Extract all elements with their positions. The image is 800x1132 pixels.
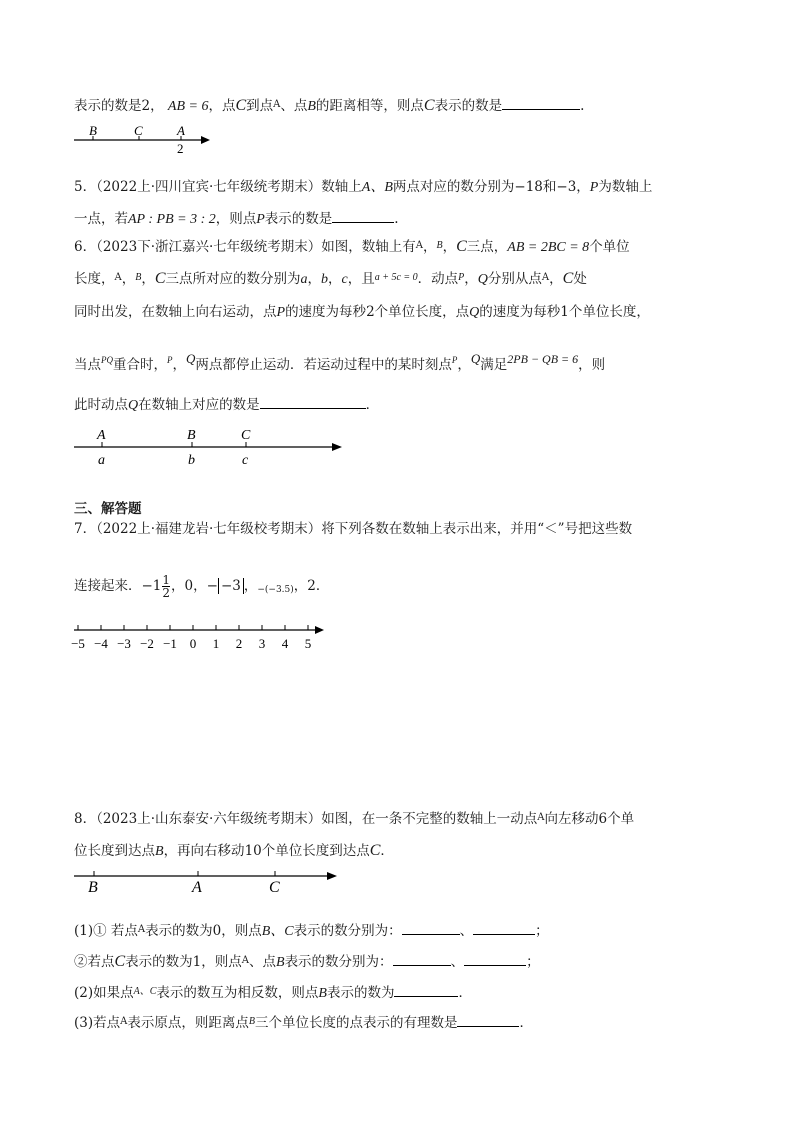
q4-axis-label-a: A [177, 123, 185, 138]
q6-var-b: b [321, 272, 329, 287]
q6-b2: B [135, 272, 142, 283]
q8-text3: 位长度到达点 [74, 843, 155, 859]
q6-text5: ，且 [347, 271, 375, 287]
q8-p1-text: (1)① 若点 [74, 923, 138, 939]
q6-eq3: 2PB − QB = 6 [507, 352, 579, 366]
q8-ten: 10 [244, 843, 262, 859]
q8-p1-text3: 表示的数分别为： [293, 923, 402, 939]
q7-tick-label: −4 [94, 636, 108, 651]
q8-part2 [74, 984, 472, 1004]
q7-tick-label: 5 [304, 636, 312, 651]
q5-line1 [74, 178, 652, 197]
q5-line2 [74, 210, 399, 229]
q8-p1-semi: ； [535, 923, 549, 939]
q8-p1-text2: 表示的数为0，则点 [145, 923, 262, 939]
q5-num1: −18 [514, 179, 543, 195]
q6-p3: P [167, 355, 173, 365]
q4-end: . [580, 98, 585, 114]
q4-axis-label-c: C [134, 123, 143, 138]
q5-comma: ， [576, 179, 590, 195]
q6-line5 [74, 396, 379, 415]
q6-line2 [74, 270, 587, 290]
q7-tick-label: −3 [117, 636, 131, 651]
q8-p3-text2: 表示的数互为相反数，则点 [156, 985, 319, 1001]
q7-line1: 7．（2022上·福建龙岩·七年级校考期末）将下列各数在数轴上表示出来，并用“＜”号把这些数 [74, 521, 633, 537]
q4-point-a: A [273, 99, 281, 110]
q6-q: Q [477, 272, 488, 287]
q5-points-ab: A、B [361, 180, 393, 195]
q7-neg2: − [206, 578, 218, 594]
q6-text15: 重合时， [113, 357, 167, 373]
q6-text7: 分别从点 [487, 271, 542, 287]
q6-sep3: ， [121, 271, 136, 287]
q6-label-b: B [187, 428, 196, 443]
q8-p2-semi: ； [526, 954, 540, 970]
q6-q5: Q [128, 398, 139, 413]
q8-text2: 个单 [607, 811, 635, 827]
q4-point-c: C [235, 97, 247, 114]
q6-q2: Q [469, 305, 480, 320]
q7-paren: −(−3.5) [257, 585, 294, 595]
q4-eq: AB = 6 [167, 99, 209, 114]
q4-axis-label-b: B [89, 123, 97, 138]
q8-axis-arrow-icon [327, 872, 337, 880]
q7-tick-label: 0 [189, 636, 197, 651]
q5-header: 5．（2022上·四川宜宾·七年级统考期末）数轴上 [74, 179, 362, 195]
q8-p2-c: C [114, 953, 126, 970]
q6-var-a: a [300, 272, 308, 287]
q8-p2-a: A [241, 955, 249, 966]
q6-value-b: b [188, 453, 195, 468]
q7-zero: 0 [184, 578, 194, 594]
q6-sep6: ， [328, 271, 342, 287]
q4-axis-arrow-icon [201, 136, 210, 144]
q6-sep4: ， [141, 271, 155, 287]
q6-pq: PQ [101, 355, 113, 365]
q4-text4: 、点 [280, 98, 308, 114]
q7-sep: ， [171, 578, 185, 594]
q6-q4: Q [470, 351, 481, 366]
q8-part1-1 [74, 922, 549, 942]
q8-label-c: C [269, 879, 280, 896]
q8-p3-text3: 表示的数为 [326, 985, 395, 1001]
q4-text5: 的距离相等，则点 [315, 98, 424, 114]
q8-part1-2 [74, 953, 540, 973]
q6-q3: Q [186, 351, 196, 366]
q7-tick-label: 4 [281, 636, 289, 651]
q8-p4-text: (3)若点 [74, 1015, 121, 1031]
q4-number-line [0, 124, 800, 164]
q8-p3-end: ． [458, 985, 472, 1001]
q5-text: 两点对应的数分别为 [392, 179, 515, 195]
q4-point-b: B [307, 99, 316, 114]
q7-sep4: ， [293, 578, 308, 594]
q7-number-line [0, 620, 800, 660]
q8-label-a: A [192, 879, 202, 896]
q5-end: . [394, 211, 399, 227]
q6-text9: 同时出发，在数轴上向右运动，点 [74, 304, 277, 320]
q6-text20: 在数轴上对应的数是 [138, 397, 260, 413]
q7-text: 连接起来． [74, 578, 142, 594]
q4-line [74, 97, 584, 117]
q8-p1-a: A [137, 924, 146, 935]
q6-b: B [436, 240, 443, 251]
q8-text4: ，再向右移动 [163, 843, 245, 859]
q8-p2-text3: 、点 [249, 954, 276, 970]
q4-answer-blank[interactable] [502, 97, 580, 110]
q6-a2: A [114, 272, 122, 283]
q8-label-b: B [88, 879, 98, 896]
q6-a: A [415, 240, 424, 251]
q6-axis-arrow-icon [332, 443, 342, 451]
q6-sep8: ， [549, 271, 563, 287]
q8-end-dot: ． [380, 843, 394, 859]
q6-two: 2 [366, 304, 375, 320]
q4-point-c2: C [423, 97, 435, 114]
q6-text11: 个单位长度，点 [374, 304, 470, 320]
q6-eq: AB = 2BC = 8 [507, 240, 590, 255]
q6-sep10: ， [457, 357, 471, 373]
q4-text6: 表示的数是 [434, 98, 503, 114]
q6-p2: P [276, 305, 286, 320]
q7-ticks [71, 625, 311, 651]
q8-p4-blank[interactable] [457, 1014, 519, 1027]
q5-answer-blank[interactable] [332, 210, 394, 223]
q6-text17: 满足 [480, 357, 508, 373]
q8-text5: 个单位长度到达点 [261, 843, 370, 859]
q8-p4-b: B [248, 1016, 255, 1027]
q4-text: 表示的数是2， [74, 98, 164, 114]
q5-text4: ，则点 [215, 211, 257, 227]
q5-point-p2: P [256, 212, 265, 227]
q7-tick-label: −2 [140, 636, 154, 651]
q6-line4 [74, 351, 606, 375]
q6-answer-blank[interactable] [260, 396, 366, 409]
q8-p4-end: ． [519, 1015, 533, 1031]
q7-tick-label: 1 [212, 636, 220, 651]
q7-end: ． [315, 578, 330, 594]
q6-text6: ．动点 [417, 271, 459, 287]
q7-tick-label: 3 [258, 636, 266, 651]
q6-text16: 两点都停止运动．若运动过程中的某时刻点 [195, 357, 452, 373]
q6-text10: 的速度为每秒 [285, 304, 367, 320]
q8-six: 6 [598, 811, 608, 827]
q8-p3-blank[interactable] [394, 984, 458, 997]
q6-label-a: A [97, 428, 106, 443]
q6-sep5: ， [307, 271, 322, 287]
q4-text2: ，点 [208, 98, 236, 114]
q7-neg: −1 [141, 578, 162, 594]
q7-frac-num: 1 [162, 573, 171, 587]
q6-c2: C [154, 270, 166, 287]
q6-text18: ，则 [578, 357, 606, 373]
q7-tick-label: −1 [163, 636, 177, 651]
q8-p4-text3: 三个单位长度的点表示的有理数是 [254, 1015, 458, 1031]
q8-p2-blank-a[interactable] [393, 953, 451, 966]
q7-two: 2 [307, 578, 316, 594]
q7-abs: −3 [218, 578, 244, 594]
q6-sep2: ， [442, 239, 457, 255]
q6-a3: A [541, 272, 550, 283]
q6-text14: 当点 [74, 357, 101, 373]
q8-text: 向左移动 [544, 811, 599, 827]
q8-p3-text: (2)如果点 [74, 985, 134, 1001]
q6-value-c: c [242, 453, 249, 468]
q8-p2-text: ②若点 [74, 954, 115, 970]
q8-c: C [369, 842, 381, 859]
q6-number-line [0, 423, 800, 473]
q6-c3: C [562, 270, 574, 287]
q5-and: 和 [542, 179, 557, 195]
q6-text2: 个单位 [589, 239, 630, 255]
q5-text2: 为数轴上 [598, 179, 653, 195]
q6-text12: 的速度为每秒 [479, 304, 561, 320]
q6-text: 三点， [466, 239, 508, 255]
q6-label-c: C [241, 428, 251, 443]
q8-p1-bc: B、C [261, 924, 294, 939]
q5-num2: −3 [556, 179, 577, 195]
q6-p: P [458, 272, 465, 283]
q6-c: C [456, 238, 467, 255]
q6-text3: 长度， [74, 271, 115, 287]
q6-text4: 三点所对应的数分别为 [165, 271, 301, 287]
q8-line1 [74, 810, 634, 830]
q8-part3 [74, 1014, 533, 1034]
q8-p3-ac: A、C [133, 986, 157, 997]
q6-eq2: a + 5c = 0 [374, 272, 418, 283]
q7-frac-den: 2 [162, 586, 171, 600]
q7-sep3: ， [243, 578, 258, 594]
q6-text8: 处 [573, 271, 587, 287]
q6-value-a: a [98, 453, 105, 468]
q8-p3-b: B [318, 986, 327, 1001]
q6-one: 1 [560, 304, 569, 320]
q6-text19: 此时动点 [74, 397, 128, 413]
q4-text3: 到点 [246, 98, 274, 114]
q8-p2-dun: 、 [450, 954, 465, 970]
q8-a: A [537, 812, 545, 823]
q8-p2-b: B [276, 955, 285, 970]
q6-text13: 个单位长度， [568, 304, 650, 320]
section-title: 三、解答题 [74, 501, 142, 517]
q8-line2 [74, 842, 394, 861]
q6-p4: P [451, 355, 458, 365]
q8-p2-text2: 表示的数为1，则点 [125, 954, 242, 970]
q5-ratio: AP : PB = 3 : 2 [128, 212, 216, 227]
q8-p4-a: A [120, 1016, 128, 1027]
q5-point-p: P [589, 180, 599, 195]
q5-text5: 表示的数是 [264, 211, 333, 227]
q7-sep2: ， [193, 578, 207, 594]
q7-tick-label: 2 [235, 636, 243, 651]
q6-line1 [74, 238, 630, 258]
q8-header: 8．（2023上·山东泰安·六年级统考期末）如图，在一条不完整的数轴上一动点 [74, 811, 538, 827]
q8-b: B [155, 844, 164, 859]
q6-sep7: ， [464, 271, 478, 287]
q8-p4-text2: 表示原点，则距离点 [127, 1015, 249, 1031]
q8-p1-dun: 、 [459, 923, 474, 939]
q6-var-c: c [341, 272, 348, 287]
q8-number-line [0, 866, 800, 906]
q8-p1-blank-b[interactable] [402, 922, 460, 935]
q6-line3 [74, 303, 650, 322]
q8-p2-blank-b[interactable] [464, 953, 526, 966]
q6-sep9: ， [172, 357, 186, 373]
q5-text3: 一点，若 [74, 211, 128, 227]
q6-end: ． [365, 397, 380, 413]
q6-sep: ， [423, 239, 437, 255]
q7-line2 [74, 574, 329, 599]
q4-axis-value-2: 2 [177, 141, 184, 156]
q7-axis-arrow-icon [315, 626, 324, 634]
q8-p1-blank-c[interactable] [473, 922, 535, 935]
q7-fraction [162, 574, 170, 599]
q6-header: 6．（2023下·浙江嘉兴·七年级统考期末）如图，数轴上有 [74, 239, 416, 255]
q8-p2-text4: 表示的数分别为： [284, 954, 393, 970]
q7-tick-label: −5 [71, 636, 85, 651]
